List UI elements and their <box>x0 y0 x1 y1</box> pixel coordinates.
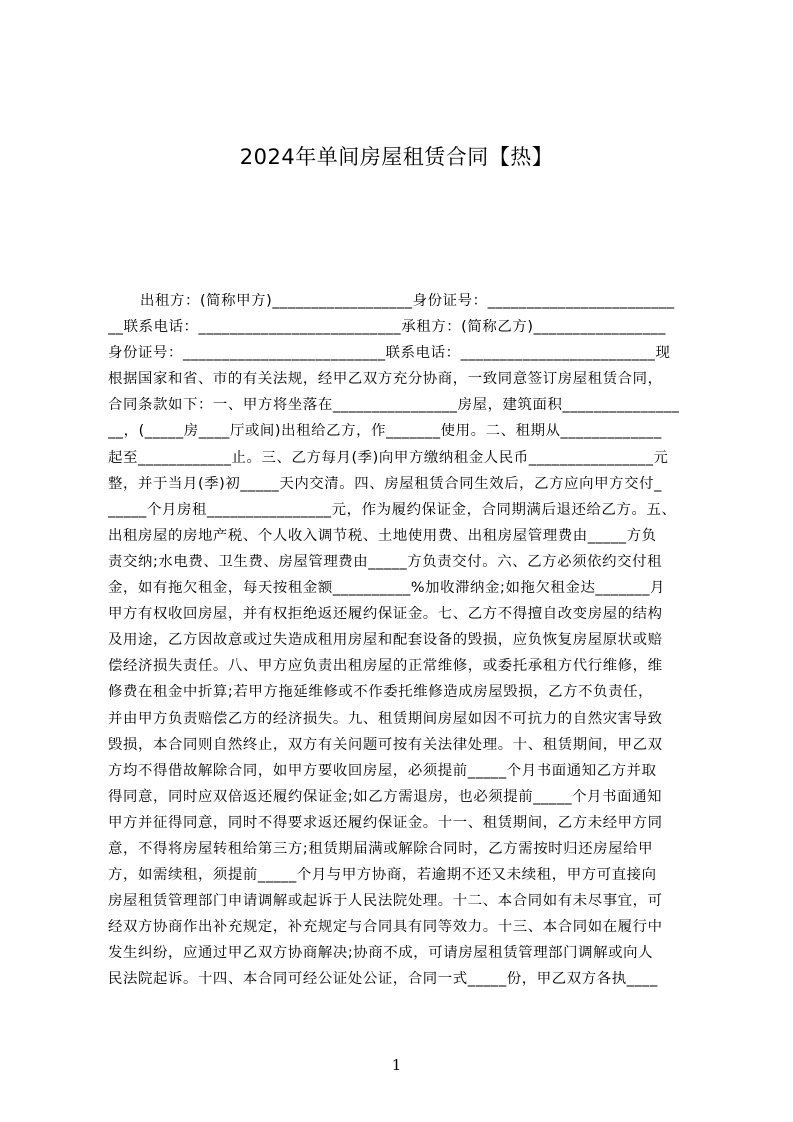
text-line: 甲方并征得同意，同时不得要求返还履约保证金。十一、租赁期间，乙方未经甲方同 <box>108 814 663 831</box>
text-line: 偿经济损失责任。八、甲方应负责出租房屋的正常维修，或委托承租方代行维修，维 <box>108 658 663 675</box>
text-line: 金，如有拖欠租金，每天按租金额__________%加收滞纳金;如拖欠租金达_______月 <box>108 580 665 597</box>
page-number: 1 <box>391 1056 402 1074</box>
text-line: 并由甲方负责赔偿乙方的经济损失。九、租赁期间房屋如因不可抗力的自然灾害导致 <box>108 710 663 727</box>
text-line: 根据国家和省、市的有关法规，经甲乙双方充分协商，一致同意签订房屋租赁合同， <box>108 371 663 388</box>
text-line: 出租方：(简称甲方)__________________身份证号：________________________ <box>140 293 675 309</box>
document-title: 2024年单间房屋租赁合同【热】 <box>239 145 554 169</box>
text-line: 修费在租金中折算;若甲方拖延维修或不作委托维修造成房屋毁损，乙方不负责任， <box>108 684 654 701</box>
text-line: 方，如需续租，须提前_____个月与甲方协商，若逾期不还又未续租，甲方可直接向 <box>108 867 657 884</box>
text-line: 意，不得将房屋转租给第三方;租赁期届满或解除合同时，乙方需按时归还房屋给甲 <box>108 840 654 857</box>
text-line: __联系电话：__________________________承租方：(简称乙方)_________________ <box>108 319 667 336</box>
text-line: _____个月房租________________元，作为履约保证金，合同期满后退还给乙方。五、 <box>108 501 677 518</box>
text-line: 方均不得借故解除合同，如甲方要收回房屋，必须提前_____个月书面通知乙方并取 <box>108 762 657 779</box>
text-line: 及用途，乙方因故意或过失造成租用房屋和配套设备的毁损，应负恢复房屋原状或赔 <box>108 632 663 649</box>
text-line: 合同条款如下：一、甲方将坐落在________________房屋，建筑面积_______________ <box>108 397 680 414</box>
text-line: 房屋租赁管理部门申请调解或起诉于人民法院处理。十二、本合同如有未尽事宜，可 <box>108 893 663 910</box>
text-line: 出租房屋的房地产税、个人收入调节税、土地使用费、出租房屋管理费由_____方负 <box>108 527 657 544</box>
text-line: 甲方有权收回房屋，并有权拒绝返还履约保证金。七、乙方不得擅自改变房屋的结构 <box>108 606 663 623</box>
text-line: 发生纠纷，应通过甲乙双方协商解决;协商不成，可请房屋租赁管理部门调解或向人 <box>108 945 654 962</box>
text-line: 整，并于当月(季)初_____天内交清。四、房屋租赁合同生效后，乙方应向甲方交付_ <box>108 475 662 492</box>
text-line: 起至____________止。三、乙方每月(季)向甲方缴纳租金人民币________________元 <box>108 449 669 466</box>
text-line: 责交纳;水电费、卫生费、房屋管理费由_____方负责交付。六、乙方必须依约交付租 <box>108 553 663 570</box>
text-line: 身份证号：__________________________联系电话：_________________________现 <box>108 345 671 362</box>
text-line: 毁损，本合同则自然终止，双方有关问题可按有关法律处理。十、租赁期间，甲乙双 <box>108 736 663 753</box>
text-line: 得同意，同时应双倍返还履约保证金;如乙方需退房，也必须提前_____个月书面通知 <box>108 788 663 805</box>
text-line: __，(_____房____厅或间)出租给乙方，作_______使用。二、租期从_____________ <box>108 423 662 440</box>
text-line: 民法院起诉。十四、本合同可经公证处公证，合同一式_____份，甲乙双方各执____ <box>108 971 658 988</box>
text-line: 经双方协商作出补充规定，补充规定与合同具有同等效力。十三、本合同如在履行中 <box>108 919 663 936</box>
contract-body <box>108 288 700 993</box>
